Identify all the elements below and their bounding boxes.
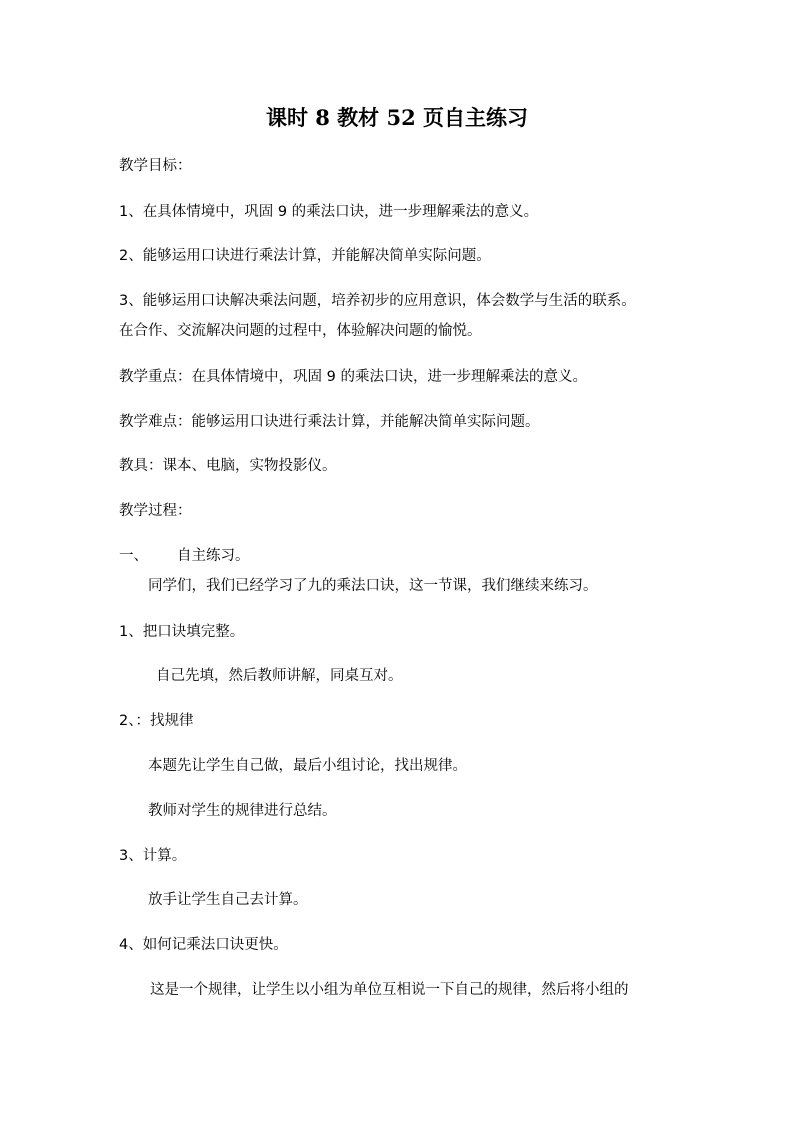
objective-3-continued: 在合作、交流解决问题的过程中，体验解决问题的愉悦。 bbox=[119, 323, 482, 339]
section-heading-objectives: 教学目标： bbox=[119, 158, 192, 174]
teaching-difficulty: 教学难点：能够运用口诀进行乘法计算，并能解决简单实际问题。 bbox=[119, 414, 540, 430]
step-heading-1 bbox=[119, 545, 250, 567]
teaching-aids: 教具：课本、电脑，实物投影仪。 bbox=[119, 458, 337, 474]
exercise-4-note: 这是一个规律，让学生以小组为单位互相说一下自己的规律，然后将小组的 bbox=[150, 982, 629, 998]
exercise-4: 4、如何记乘法口诀更快。 bbox=[119, 937, 288, 953]
step-title: 自主练习。 bbox=[177, 548, 250, 564]
step-number: 一、 bbox=[119, 548, 148, 564]
step-intro: 同学们，我们已经学习了九的乘法口诀，这一节课，我们继续来练习。 bbox=[148, 578, 598, 594]
exercise-2-note-2: 教师对学生的规律进行总结。 bbox=[148, 803, 337, 819]
exercise-1: 1、把口诀填完整。 bbox=[119, 624, 245, 640]
objective-1: 1、在具体情境中，巩固 9 的乘法口诀，进一步理解乘法的意义。 bbox=[119, 204, 539, 220]
objective-2: 2、能够运用口诀进行乘法计算，并能解决简单实际问题。 bbox=[119, 248, 491, 264]
exercise-1-note: 自己先填，然后教师讲解，同桌互对。 bbox=[156, 668, 403, 684]
teaching-focus: 教学重点：在具体情境中，巩固 9 的乘法口诀，进一步理解乘法的意义。 bbox=[119, 369, 587, 385]
exercise-2-note-1: 本题先让学生自己做，最后小组讨论，找出规律。 bbox=[148, 758, 467, 774]
exercise-3-note: 放手让学生自己去计算。 bbox=[148, 892, 308, 908]
objective-3: 3、能够运用口诀解决乘法问题，培养初步的应用意识，体会数学与生活的联系。 bbox=[119, 293, 636, 309]
exercise-3: 3、计算。 bbox=[119, 848, 187, 864]
page-title: 课时 8 教材 52 页自主练习 bbox=[265, 105, 529, 130]
section-heading-process: 教学过程： bbox=[119, 503, 192, 519]
exercise-2: 2、：找规律 bbox=[119, 713, 194, 729]
